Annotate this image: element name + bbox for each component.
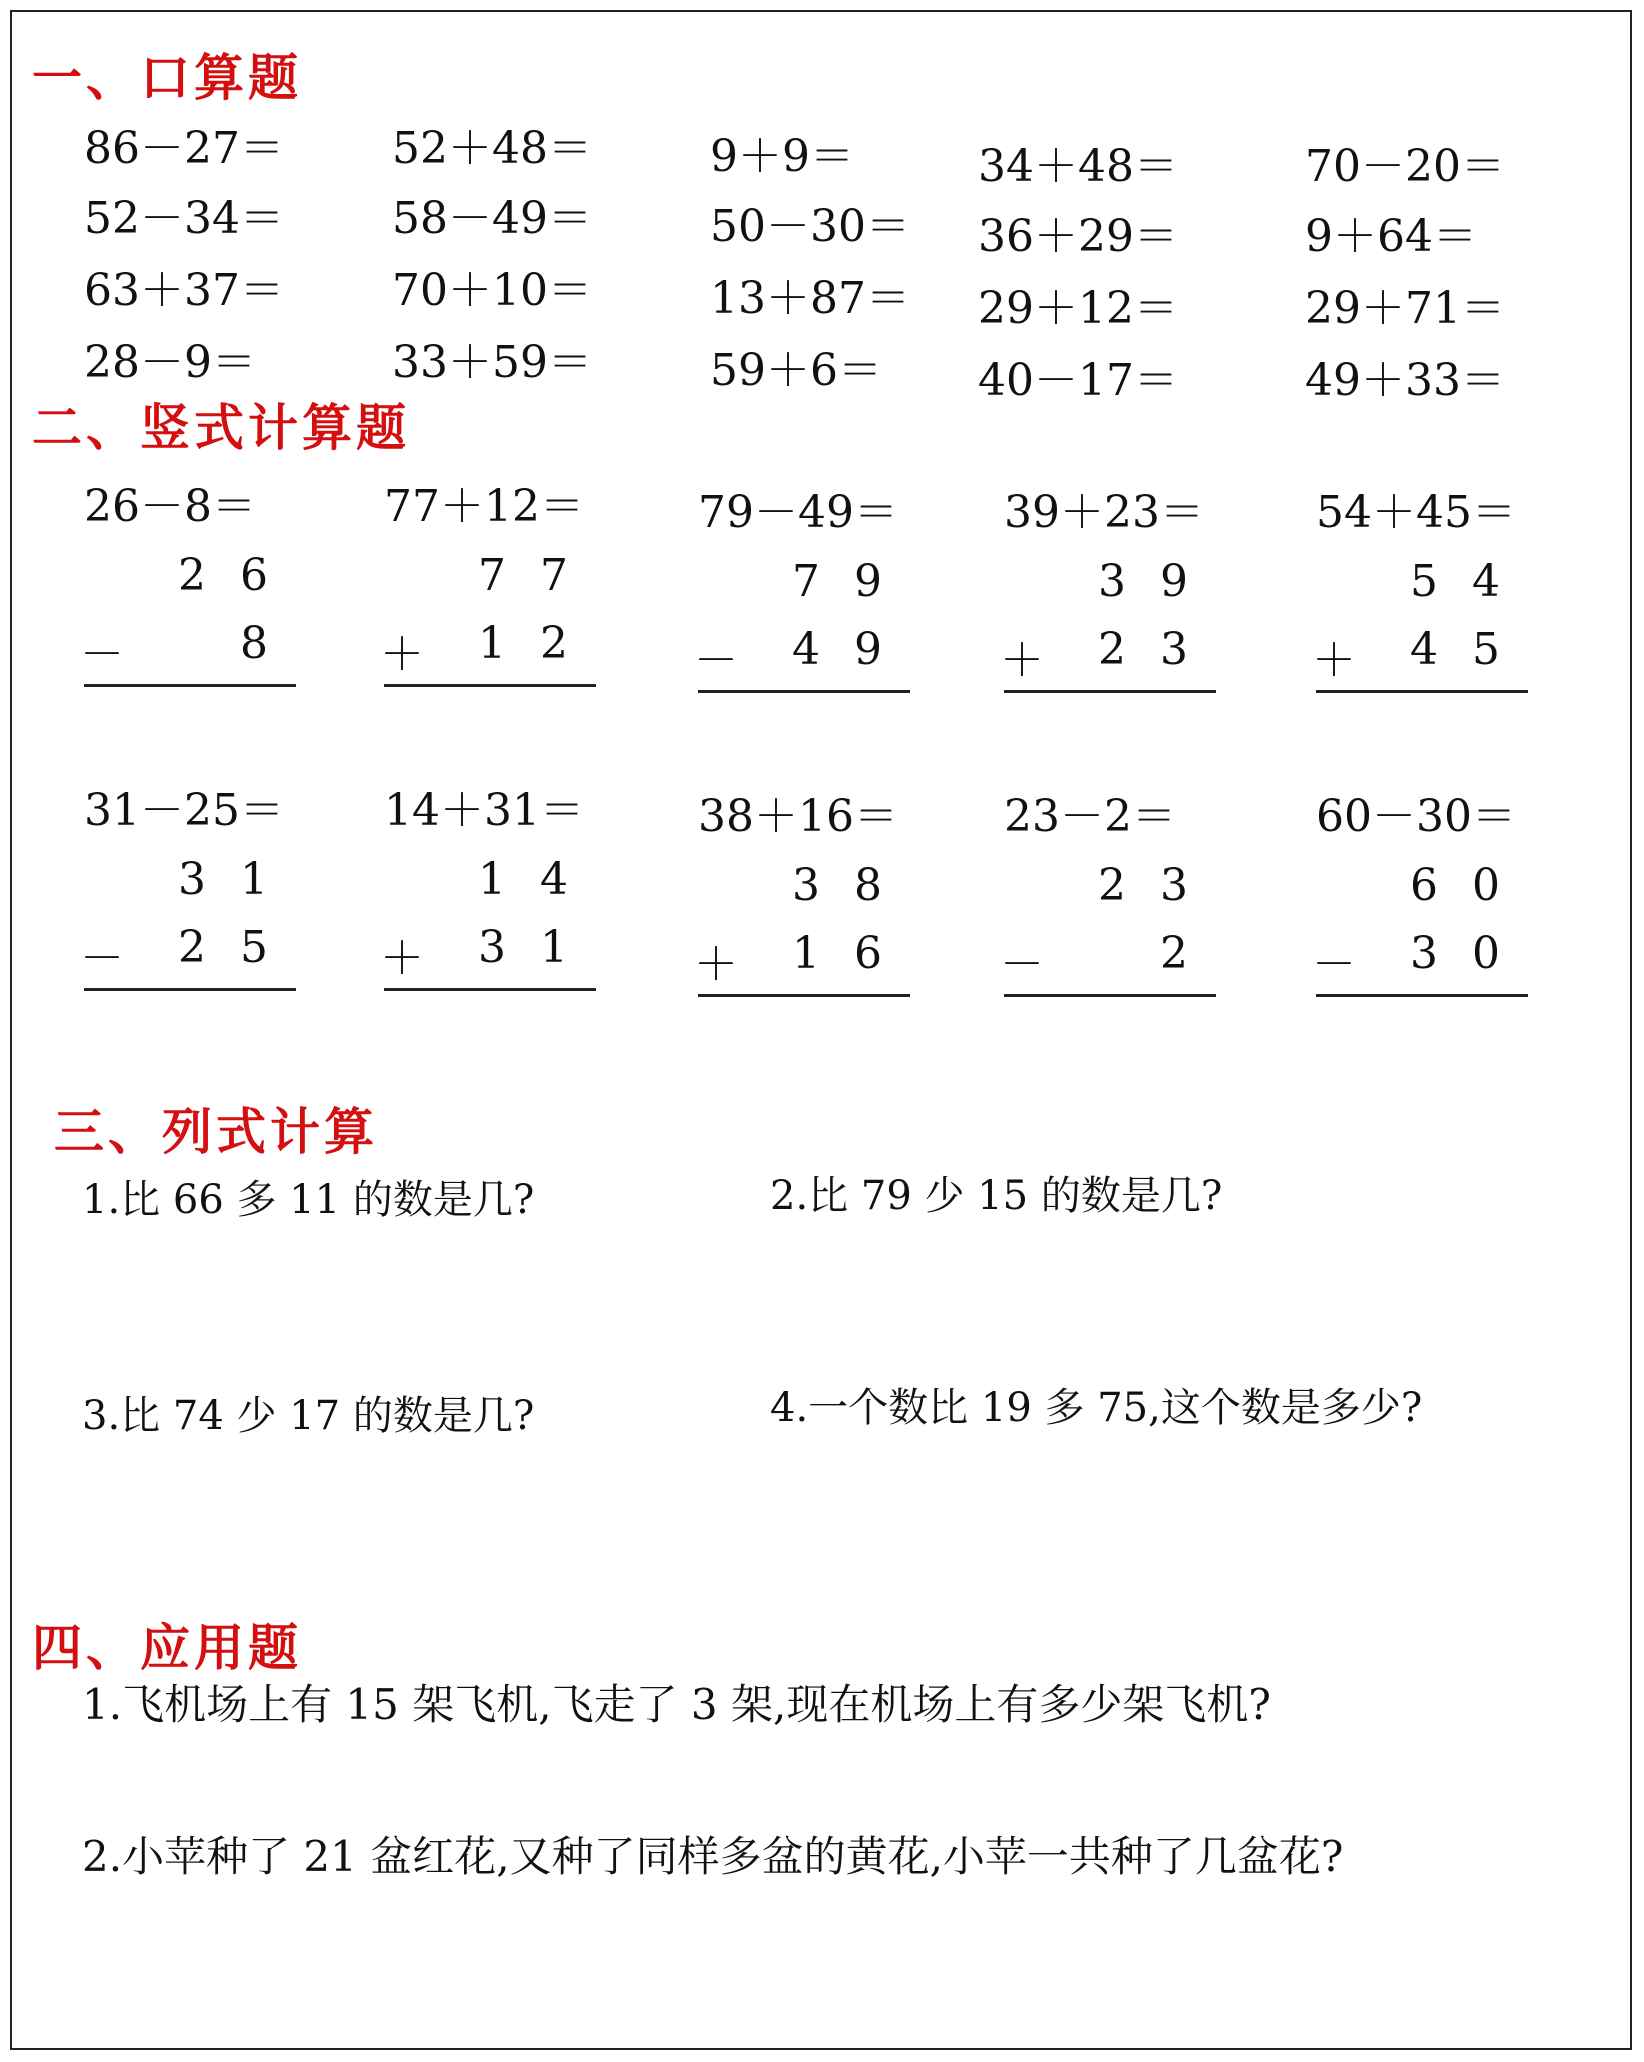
operator-sign: ＋ [694, 939, 738, 990]
section-oral-title: 一、口算题 [32, 48, 302, 107]
bottom-digit: 5 [240, 922, 268, 973]
bottom-digit: 1 [540, 922, 568, 973]
bottom-digit: 8 [240, 618, 268, 669]
bottom-digit: 9 [854, 624, 882, 675]
oral-problem: 70－20＝ [1305, 141, 1505, 192]
top-digit: 3 [792, 860, 820, 911]
oral-problem: 13＋87＝ [710, 273, 910, 324]
section-applied-title: 四、应用题 [32, 1618, 302, 1677]
answer-line [84, 684, 296, 687]
top-digit: 3 [1160, 860, 1188, 911]
top-digit: 8 [854, 860, 882, 911]
answer-line [384, 684, 596, 687]
bottom-digit: 3 [1160, 624, 1188, 675]
oral-problem: 86－27＝ [84, 123, 284, 174]
oral-problem: 33＋59＝ [392, 337, 592, 388]
answer-line [698, 994, 910, 997]
answer-line [1004, 994, 1216, 997]
oral-problem: 70＋10＝ [392, 265, 592, 316]
top-digit: 7 [478, 550, 506, 601]
answer-line [384, 988, 596, 991]
vertical-equation: 77＋12＝ [384, 481, 584, 532]
bottom-digit: 2 [540, 618, 568, 669]
top-digit: 6 [240, 550, 268, 601]
vertical-equation: 38＋16＝ [698, 791, 898, 842]
top-digit: 9 [1160, 556, 1188, 607]
top-digit: 4 [1472, 556, 1500, 607]
top-digit: 5 [1410, 556, 1438, 607]
top-digit: 1 [478, 854, 506, 905]
top-digit: 9 [854, 556, 882, 607]
bottom-digit: 0 [1472, 928, 1500, 979]
answer-line [1316, 994, 1528, 997]
oral-problem: 52＋48＝ [392, 123, 592, 174]
vertical-equation: 26－8＝ [84, 481, 256, 532]
bottom-digit: 3 [478, 922, 506, 973]
oral-problem: 50－30＝ [710, 201, 910, 252]
section-vertical-title: 二、竖式计算题 [32, 398, 410, 457]
top-digit: 2 [178, 550, 206, 601]
vertical-equation: 31－25＝ [84, 785, 284, 836]
top-digit: 7 [792, 556, 820, 607]
applied-question-1: 1.飞机场上有 15 架飞机,飞走了 3 架,现在机场上有多少架飞机? [82, 1680, 1271, 1729]
top-digit: 4 [540, 854, 568, 905]
oral-problem: 63＋37＝ [84, 265, 284, 316]
operator-sign: － [80, 933, 124, 984]
bottom-digit: 5 [1472, 624, 1500, 675]
bottom-digit: 2 [178, 922, 206, 973]
operator-sign: － [694, 635, 738, 686]
oral-problem: 52－34＝ [84, 193, 284, 244]
operator-sign: － [1000, 939, 1044, 990]
top-digit: 6 [1410, 860, 1438, 911]
vertical-equation: 23－2＝ [1004, 791, 1176, 842]
vertical-equation: 39＋23＝ [1004, 487, 1204, 538]
top-digit: 0 [1472, 860, 1500, 911]
top-digit: 2 [1098, 860, 1126, 911]
operator-sign: ＋ [380, 629, 424, 680]
section-listed-title: 三、列式计算 [54, 1102, 378, 1161]
top-digit: 1 [240, 854, 268, 905]
oral-problem: 49＋33＝ [1305, 355, 1505, 406]
bottom-digit: 6 [854, 928, 882, 979]
bottom-digit: 2 [1160, 928, 1188, 979]
answer-line [1004, 690, 1216, 693]
applied-question-2: 2.小苹种了 21 盆红花,又种了同样多盆的黄花,小苹一共种了几盆花? [82, 1832, 1344, 1881]
oral-problem: 9＋9＝ [710, 131, 854, 182]
oral-problem: 29＋71＝ [1305, 283, 1505, 334]
vertical-equation: 60－30＝ [1316, 791, 1516, 842]
oral-problem: 40－17＝ [978, 355, 1178, 406]
operator-sign: ＋ [1312, 635, 1356, 686]
operator-sign: ＋ [1000, 635, 1044, 686]
operator-sign: － [1312, 939, 1356, 990]
bottom-digit: 3 [1410, 928, 1438, 979]
listed-question-2: 2.比 79 少 15 的数是几? [770, 1173, 1223, 1219]
answer-line [698, 690, 910, 693]
answer-line [1316, 690, 1528, 693]
oral-problem: 29＋12＝ [978, 283, 1178, 334]
listed-question-4: 4.一个数比 19 多 75,这个数是多少? [770, 1385, 1423, 1431]
vertical-equation: 79－49＝ [698, 487, 898, 538]
listed-question-3: 3.比 74 少 17 的数是几? [82, 1393, 535, 1439]
vertical-equation: 54＋45＝ [1316, 487, 1516, 538]
bottom-digit: 4 [792, 624, 820, 675]
operator-sign: － [80, 629, 124, 680]
oral-problem: 9＋64＝ [1305, 211, 1477, 262]
bottom-digit: 1 [478, 618, 506, 669]
top-digit: 7 [540, 550, 568, 601]
oral-problem: 58－49＝ [392, 193, 592, 244]
bottom-digit: 4 [1410, 624, 1438, 675]
answer-line [84, 988, 296, 991]
listed-question-1: 1.比 66 多 11 的数是几? [82, 1177, 535, 1223]
bottom-digit: 1 [792, 928, 820, 979]
operator-sign: ＋ [380, 933, 424, 984]
top-digit: 3 [178, 854, 206, 905]
bottom-digit: 2 [1098, 624, 1126, 675]
oral-problem: 59＋6＝ [710, 345, 882, 396]
oral-problem: 28－9＝ [84, 337, 256, 388]
oral-problem: 36＋29＝ [978, 211, 1178, 262]
oral-problem: 34＋48＝ [978, 141, 1178, 192]
top-digit: 3 [1098, 556, 1126, 607]
vertical-equation: 14＋31＝ [384, 785, 584, 836]
